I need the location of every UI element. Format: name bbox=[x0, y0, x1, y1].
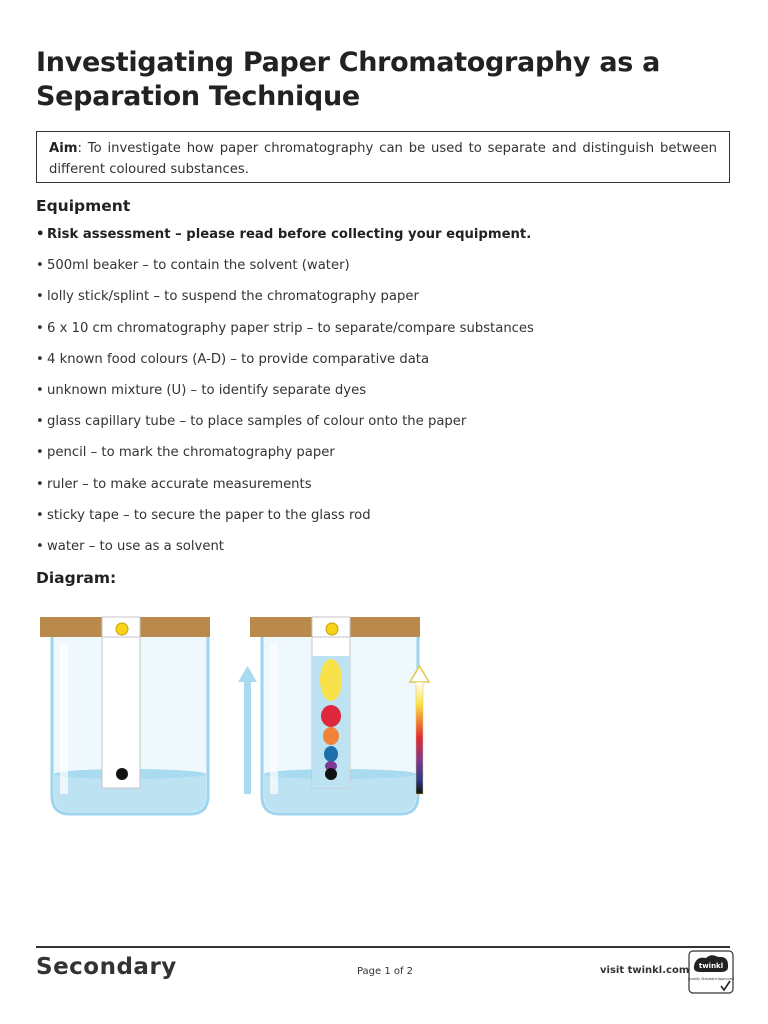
bullet: • bbox=[36, 445, 44, 461]
bullet: • bbox=[36, 414, 44, 430]
list-item: • ruler – to make accurate measurements bbox=[36, 474, 716, 505]
page-title bbox=[36, 46, 736, 114]
bullet: • bbox=[36, 382, 44, 398]
bullet: • bbox=[36, 351, 44, 367]
footer-brand: Secondary bbox=[36, 954, 177, 980]
list-item: • lolly stick/splint – to suspend the chromatography paper bbox=[36, 286, 716, 317]
blue-spot bbox=[324, 746, 338, 762]
yellow-spot bbox=[320, 659, 342, 701]
orange-spot bbox=[323, 727, 339, 745]
list-item: • unknown mixture (U) – to identify separate dyes bbox=[36, 380, 716, 411]
diagram-heading: Diagram: bbox=[36, 569, 117, 587]
aim-text: : To investigate how paper chromatography can be used to separate and distinguish between different coloured substances. bbox=[49, 141, 717, 177]
footer-link[interactable]: visit twinkl.com bbox=[600, 965, 690, 976]
solvent-arrow bbox=[238, 666, 257, 794]
aim-box bbox=[36, 131, 730, 183]
list-item: • 500ml beaker – to contain the solvent (water) bbox=[36, 255, 716, 286]
tape-dot bbox=[116, 623, 128, 635]
bullet: • bbox=[36, 476, 44, 492]
chromatography-diagram bbox=[30, 600, 450, 840]
equipment-heading: Equipment bbox=[36, 197, 131, 215]
twinkl-logo bbox=[688, 950, 734, 994]
aim-label: Aim bbox=[49, 141, 78, 156]
list-item: • 4 known food colours (A-D) – to provide comparative data bbox=[36, 349, 716, 380]
list-item: • water – to use as a solvent bbox=[36, 536, 716, 567]
bullet: • bbox=[36, 258, 44, 274]
page-number: Page 1 of 2 bbox=[356, 966, 414, 977]
svg-text:Quality Standard Approved: Quality Standard Approved bbox=[688, 977, 734, 981]
list-item: • Risk assessment – please read before collecting your equipment. bbox=[36, 224, 716, 255]
paper-strip bbox=[102, 622, 140, 788]
title-line-1: Investigating Paper Chromatography as a bbox=[36, 47, 661, 78]
beaker-after bbox=[250, 617, 420, 814]
bullet: • bbox=[36, 507, 44, 523]
svg-text:twinkl: twinkl bbox=[698, 962, 724, 970]
sample-spot bbox=[116, 768, 128, 780]
bullet: • bbox=[36, 320, 44, 336]
equipment-list bbox=[36, 224, 716, 567]
footer-divider bbox=[36, 946, 730, 948]
red-spot bbox=[321, 705, 341, 727]
bullet: • bbox=[36, 227, 45, 242]
list-item: • pencil – to mark the chromatography paper bbox=[36, 442, 716, 473]
list-item: • glass capillary tube – to place samples of colour onto the paper bbox=[36, 411, 716, 442]
bullet: • bbox=[36, 289, 44, 305]
beaker-before bbox=[40, 617, 210, 814]
list-item: • 6 x 10 cm chromatography paper strip – to separate/compare substances bbox=[36, 318, 716, 349]
title-line-2: Separation Technique bbox=[36, 81, 360, 112]
list-item: • sticky tape – to secure the paper to the glass rod bbox=[36, 505, 716, 536]
bullet: • bbox=[36, 538, 44, 554]
